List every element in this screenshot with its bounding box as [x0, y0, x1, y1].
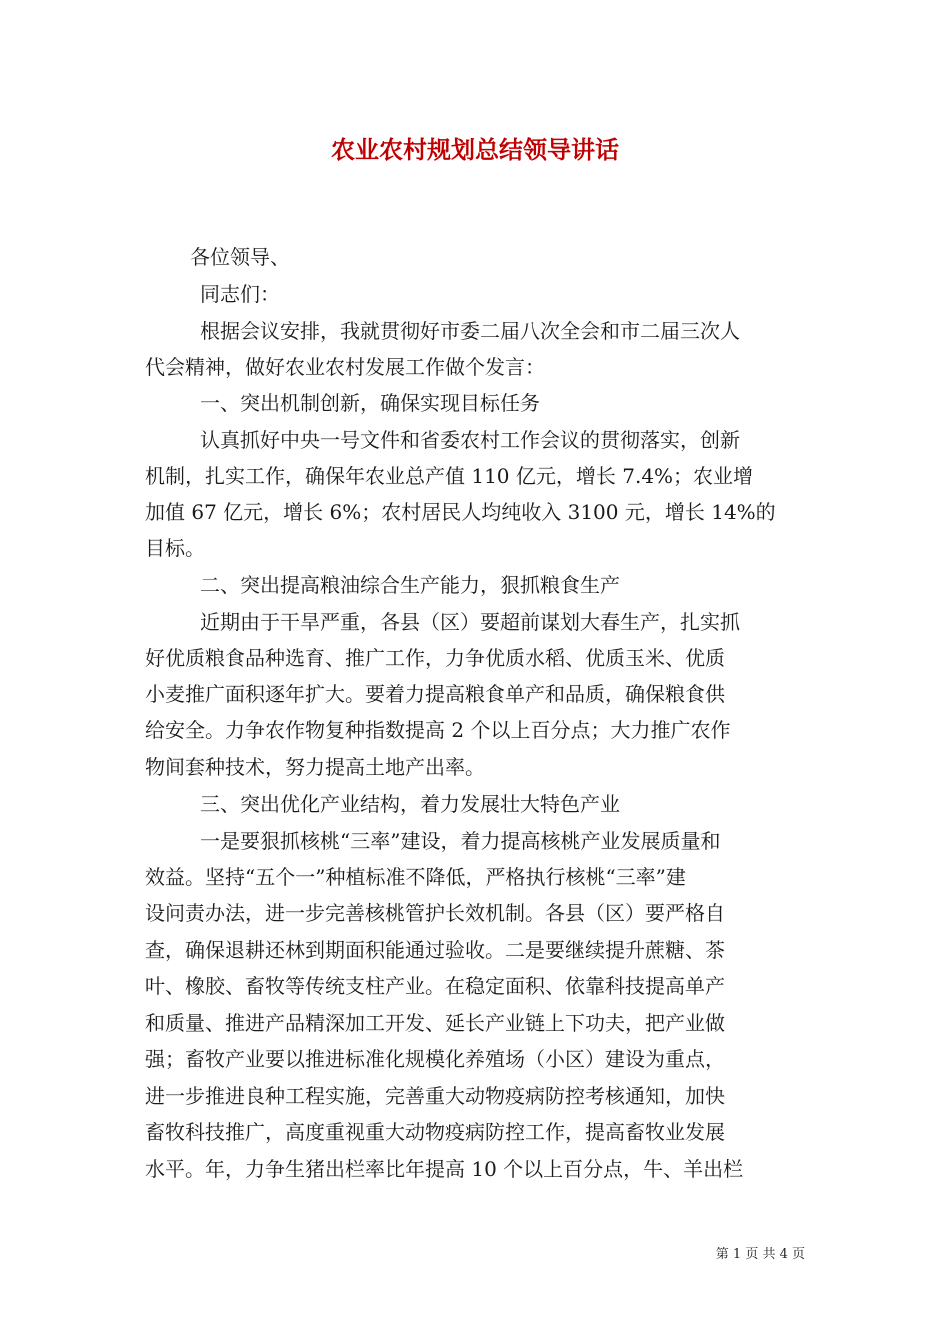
text-line: 代会精神，做好农业农村发展工作做个发言： — [145, 355, 545, 379]
text-line: 效益。坚持“五个一”种植标准不降低，严格执行核桃“三率”建 — [145, 865, 686, 889]
text-line: 各位领导、 — [190, 245, 290, 269]
text-line: 近期由于干旱严重，各县（区）要超前谋划大春生产，扎实抓 — [200, 610, 740, 634]
text-line: 水平。年，力争生猪出栏率比年提高 10 个以上百分点，牛、羊出栏 — [145, 1157, 744, 1181]
text-line: 根据会议安排，我就贯彻好市委二届八次全会和市二届三次人 — [200, 319, 740, 343]
text-line: 畜牧科技推广，高度重视重大动物疫病防控工作，提高畜牧业发展 — [145, 1120, 725, 1144]
text-line: 强；畜牧产业要以推进标准化规模化养殖场（小区）建设为重点， — [145, 1047, 725, 1071]
text-line: 加值 67 亿元，增长 6%；农村居民人均纯收入 3100 元，增长 14%的 — [145, 500, 776, 524]
document-title: 农业农村规划总结领导讲话 — [331, 135, 619, 164]
text-line: 和质量、推进产品精深加工开发、延长产业链上下功夫，把产业做 — [145, 1011, 725, 1035]
text-line: 认真抓好中央一号文件和省委农村工作会议的贯彻落实，创新 — [200, 428, 740, 452]
text-line: 给安全。力争农作物复种指数提高 2 个以上百分点；大力推广农作 — [145, 718, 731, 742]
text-line: 小麦推广面积逐年扩大。要着力提高粮食单产和品质，确保粮食供 — [145, 682, 725, 706]
text-line: 叶、橡胶、畜牧等传统支柱产业。在稳定面积、依靠科技提高单产 — [145, 974, 725, 998]
section-heading: 二、突出提高粮油综合生产能力，狠抓粮食生产 — [200, 573, 620, 597]
page-number: 第 1 页 共 4 页 — [715, 1247, 805, 1262]
text-line: 进一步推进良种工程实施，完善重大动物疫病防控考核通知，加快 — [145, 1084, 725, 1108]
text-line: 好优质粮食品种选育、推广工作，力争优质水稻、优质玉米、优质 — [145, 646, 725, 670]
section-heading: 一、突出机制创新，确保实现目标任务 — [200, 391, 540, 415]
section-heading: 三、突出优化产业结构，着力发展壮大特色产业 — [200, 792, 620, 816]
text-line: 设问责办法，进一步完善核桃管护长效机制。各县（区）要严格自 — [145, 901, 725, 925]
text-line: 查，确保退耕还林到期面积能通过验收。二是要继续提升蔗糖、茶 — [145, 938, 725, 962]
text-line: 目标。 — [145, 536, 205, 560]
text-line: 同志们： — [200, 282, 280, 306]
text-line: 一是要狠抓核桃“三率”建设，着力提高核桃产业发展质量和 — [200, 829, 721, 853]
text-line: 物间套种技术，努力提高土地产出率。 — [145, 755, 485, 779]
text-line: 机制，扎实工作，确保年农业总产值 110 亿元，增长 7.4%；农业增 — [145, 464, 754, 488]
